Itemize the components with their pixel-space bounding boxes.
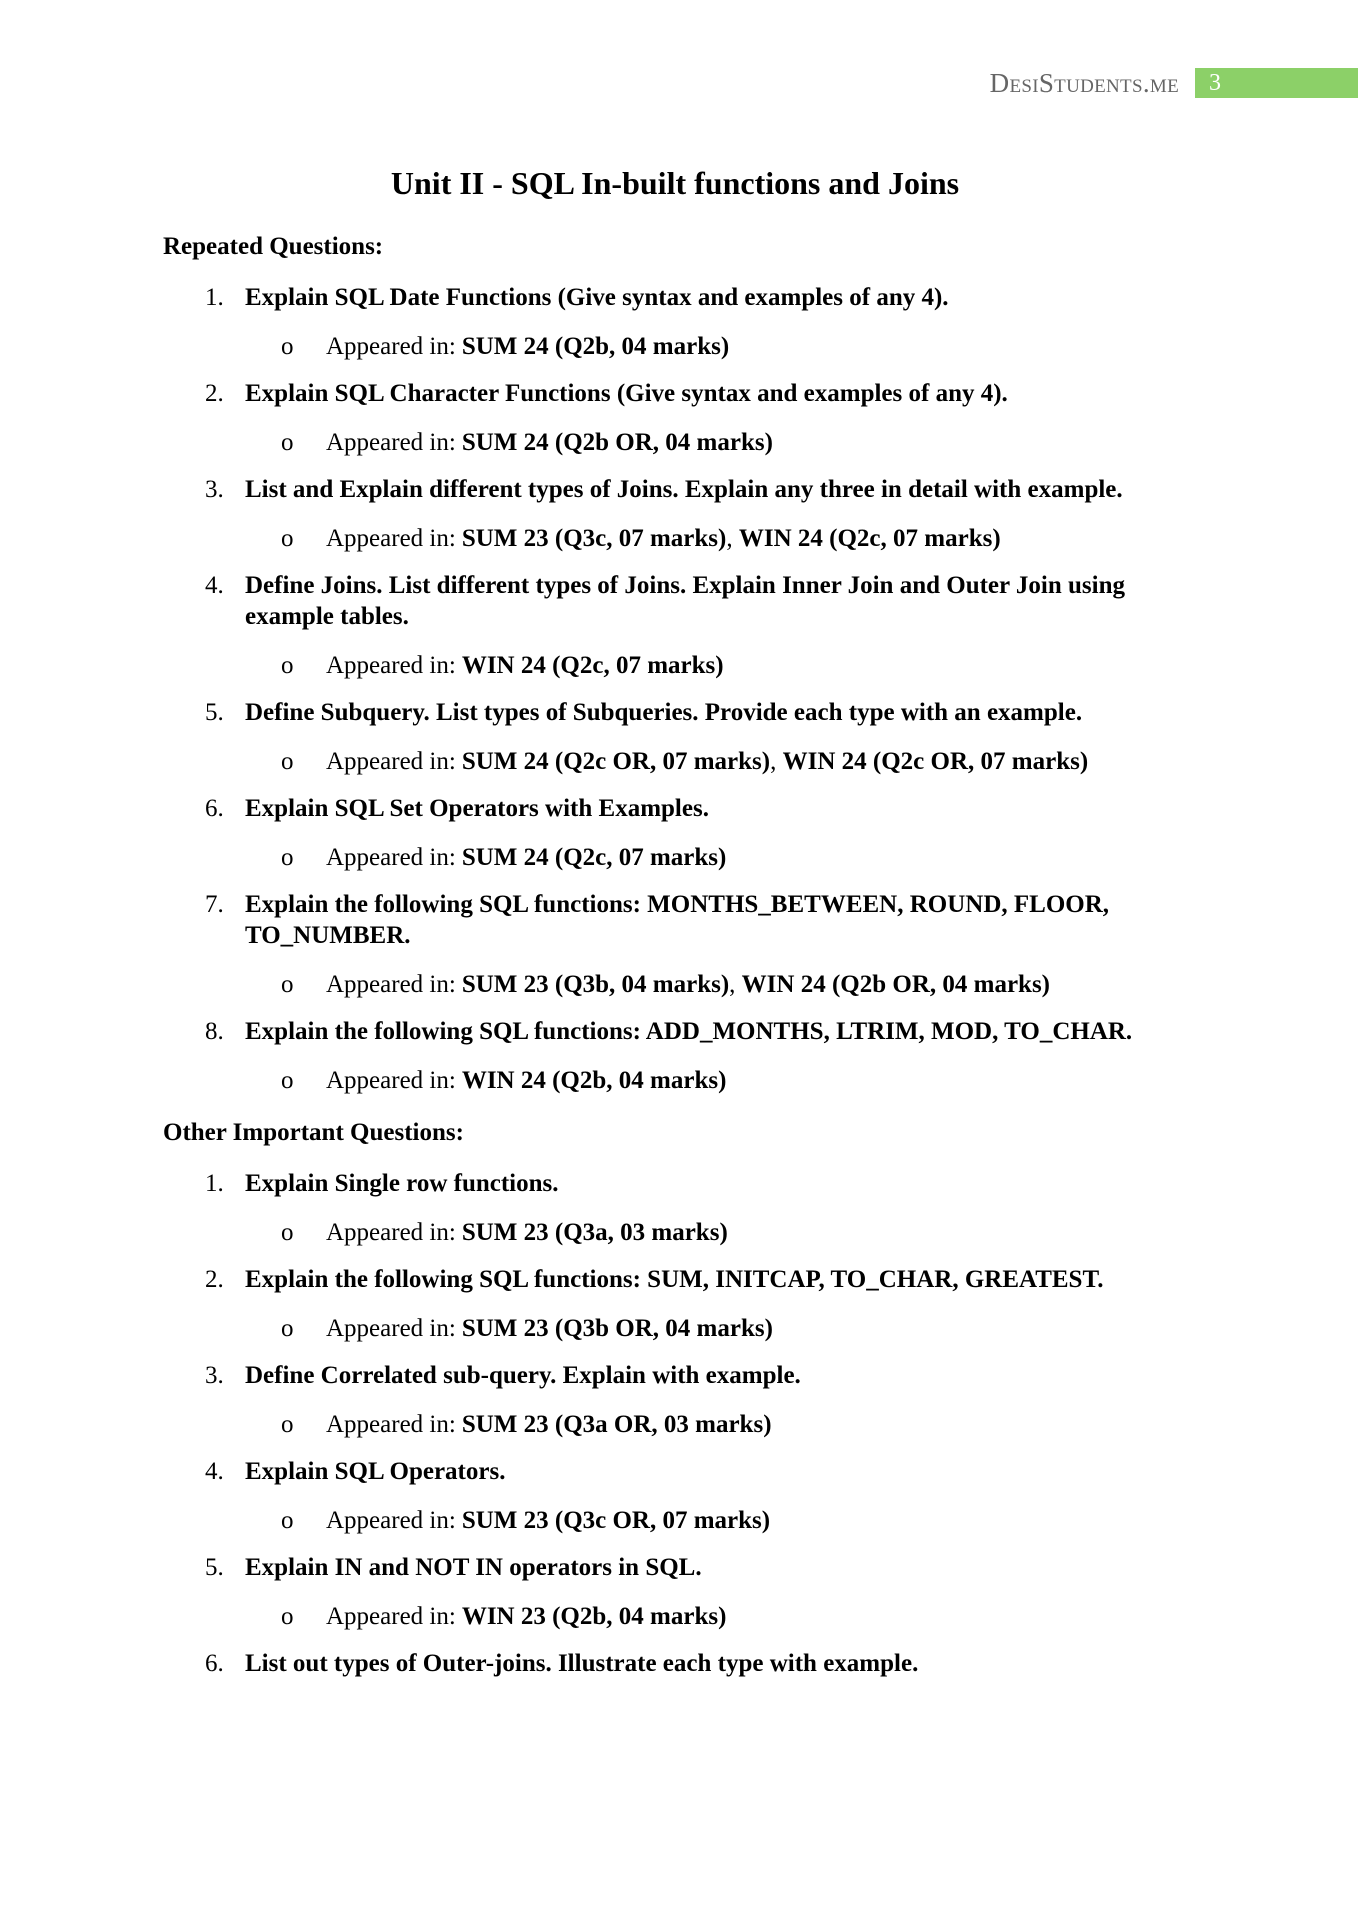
- question-text: Explain SQL Set Operators with Examples.: [245, 795, 709, 822]
- bullet-icon: o: [281, 1603, 294, 1630]
- appeared-in: [163, 1409, 1163, 1440]
- question-item: [163, 889, 1163, 1000]
- repeated-heading: Repeated Questions:: [163, 233, 384, 260]
- bullet-icon: o: [281, 333, 294, 360]
- question-text: Explain the following SQL functions: SUM, INITCAP, TO_CHAR, GREATEST.: [245, 1266, 1104, 1293]
- question-number: 3.: [205, 1362, 224, 1389]
- appeared-label: Appeared in:: [326, 748, 456, 775]
- exam-reference: WIN 24 (Q2c OR, 07 marks): [782, 748, 1089, 775]
- question-number: 5.: [205, 1554, 224, 1581]
- question-item: [163, 1264, 1163, 1344]
- appeared-in: [163, 427, 1163, 458]
- exam-reference: SUM 23 (Q3b, 04 marks): [461, 971, 730, 998]
- bullet-icon: o: [281, 1219, 294, 1246]
- question-number: 7.: [205, 891, 224, 918]
- appeared-in: [163, 1217, 1163, 1248]
- appeared-in: [163, 842, 1163, 873]
- appeared-label: Appeared in:: [326, 525, 456, 552]
- question-item: [163, 1016, 1163, 1096]
- appeared-label: Appeared in:: [326, 429, 456, 456]
- appeared-label: Appeared in:: [326, 1603, 456, 1630]
- page-number: 3: [1195, 68, 1358, 98]
- appeared-in: o Appeared in: SUM 23 (Q3b, 04 marks), WIN 24 (Q2b OR, 04 marks): [281, 971, 1051, 998]
- question-text: Explain the following SQL functions: ADD_MONTHS, LTRIM, MOD, TO_CHAR.: [245, 1018, 1133, 1045]
- exam-reference: SUM 23 (Q3b OR, 04 marks): [461, 1315, 773, 1342]
- exam-reference: SUM 24 (Q2b OR, 04 marks): [461, 429, 773, 456]
- bullet-icon: o: [281, 652, 294, 679]
- bullet-icon: o: [281, 429, 294, 456]
- appeared-in: [163, 1313, 1163, 1344]
- question-number: 2.: [205, 380, 224, 407]
- bullet-icon: o: [281, 1067, 294, 1094]
- appeared-label: Appeared in:: [326, 971, 456, 998]
- question-item: [163, 1168, 1163, 1248]
- bullet-icon: o: [281, 1411, 294, 1438]
- appeared-in: [163, 1601, 1163, 1632]
- question-text: Explain SQL Operators.: [245, 1458, 506, 1485]
- question-text: Explain SQL Date Functions (Give syntax and examples of any 4).: [245, 284, 949, 311]
- exam-reference: WIN 24 (Q2b OR, 04 marks): [741, 971, 1051, 998]
- bullet-icon: o: [281, 748, 294, 775]
- question-text: Define Correlated sub-query. Explain with example.: [245, 1362, 801, 1389]
- exam-reference: SUM 23 (Q3a, 03 marks): [461, 1219, 728, 1246]
- appeared-in: [163, 650, 1163, 681]
- question-number: 4.: [205, 1458, 224, 1485]
- appeared-label: Appeared in:: [326, 1315, 456, 1342]
- question-number: 2.: [205, 1266, 224, 1293]
- question-item: [163, 793, 1163, 873]
- bullet-icon: o: [281, 844, 294, 871]
- question-number: 6.: [205, 1650, 224, 1677]
- appeared-label: Appeared in:: [326, 1411, 456, 1438]
- appeared-label: Appeared in:: [326, 1507, 456, 1534]
- question-item: [163, 1648, 1163, 1679]
- question-number: 1.: [205, 1170, 224, 1197]
- question-number: 5.: [205, 699, 224, 726]
- appeared-in: [163, 1505, 1163, 1536]
- question-text: List and Explain different types of Joins. Explain any three in detail with example.: [245, 476, 1123, 503]
- appeared-label: Appeared in:: [326, 652, 456, 679]
- question-number: 6.: [205, 795, 224, 822]
- site-name: DesiStudents.me: [989, 67, 1179, 98]
- question-item: [163, 570, 1163, 681]
- bullet-icon: o: [281, 525, 294, 552]
- question-text: Define Joins. List different types of Joins. Explain Inner Join and Outer Join using example tables.: [245, 572, 1126, 630]
- question-item: [163, 282, 1163, 362]
- exam-reference: SUM 24 (Q2c, 07 marks): [461, 844, 727, 871]
- exam-reference: WIN 23 (Q2b, 04 marks): [461, 1603, 727, 1630]
- bullet-icon: o: [281, 1507, 294, 1534]
- exam-reference: WIN 24 (Q2c, 07 marks): [738, 525, 1001, 552]
- question-item: [163, 1360, 1163, 1440]
- question-text: Explain the following SQL functions: MONTHS_BETWEEN, ROUND, FLOOR, TO_NUMBER.: [245, 891, 1110, 949]
- question-item: [163, 1456, 1163, 1536]
- appeared-in: o Appeared in: SUM 24 (Q2c OR, 07 marks), WIN 24 (Q2c OR, 07 marks): [281, 748, 1089, 775]
- question-number: 3.: [205, 476, 224, 503]
- appeared-in: [163, 1065, 1163, 1096]
- appeared-label: Appeared in:: [326, 333, 456, 360]
- page-header: [990, 68, 1358, 98]
- other-questions-list: [163, 1168, 1163, 1679]
- exam-reference: SUM 23 (Q3a OR, 03 marks): [461, 1411, 772, 1438]
- question-item: [163, 474, 1163, 554]
- question-number: 1.: [205, 284, 224, 311]
- exam-reference: SUM 24 (Q2b, 04 marks): [461, 333, 730, 360]
- exam-reference: SUM 24 (Q2c OR, 07 marks): [461, 748, 771, 775]
- repeated-questions-list: [163, 282, 1163, 1096]
- question-item: [163, 378, 1163, 458]
- exam-reference: WIN 24 (Q2c, 07 marks): [461, 652, 724, 679]
- question-item: [163, 1552, 1163, 1632]
- question-number: 4.: [205, 572, 224, 599]
- exam-reference: WIN 24 (Q2b, 04 marks): [461, 1067, 727, 1094]
- appeared-label: Appeared in:: [326, 1067, 456, 1094]
- question-item: [163, 697, 1163, 777]
- question-text: Explain SQL Character Functions (Give syntax and examples of any 4).: [245, 380, 1008, 407]
- appeared-label: Appeared in:: [326, 844, 456, 871]
- appeared-label: Appeared in:: [326, 1219, 456, 1246]
- exam-reference: SUM 23 (Q3c, 07 marks): [461, 525, 727, 552]
- appeared-in: [163, 331, 1163, 362]
- question-text: List out types of Outer-joins. Illustrate each type with example.: [245, 1650, 919, 1677]
- question-text: Define Subquery. List types of Subqueries. Provide each type with an example.: [245, 699, 1083, 726]
- bullet-icon: o: [281, 1315, 294, 1342]
- page-title: Unit II - SQL In-built functions and Joins: [390, 165, 960, 201]
- question-text: Explain Single row functions.: [245, 1170, 559, 1197]
- exam-reference: SUM 23 (Q3c OR, 07 marks): [461, 1507, 771, 1534]
- other-heading: Other Important Questions:: [163, 1119, 464, 1146]
- content: [163, 232, 1163, 1695]
- bullet-icon: o: [281, 971, 294, 998]
- question-text: Explain IN and NOT IN operators in SQL.: [245, 1554, 702, 1581]
- question-number: 8.: [205, 1018, 224, 1045]
- appeared-in: o Appeared in: SUM 23 (Q3c, 07 marks), WIN 24 (Q2c, 07 marks): [281, 525, 1001, 552]
